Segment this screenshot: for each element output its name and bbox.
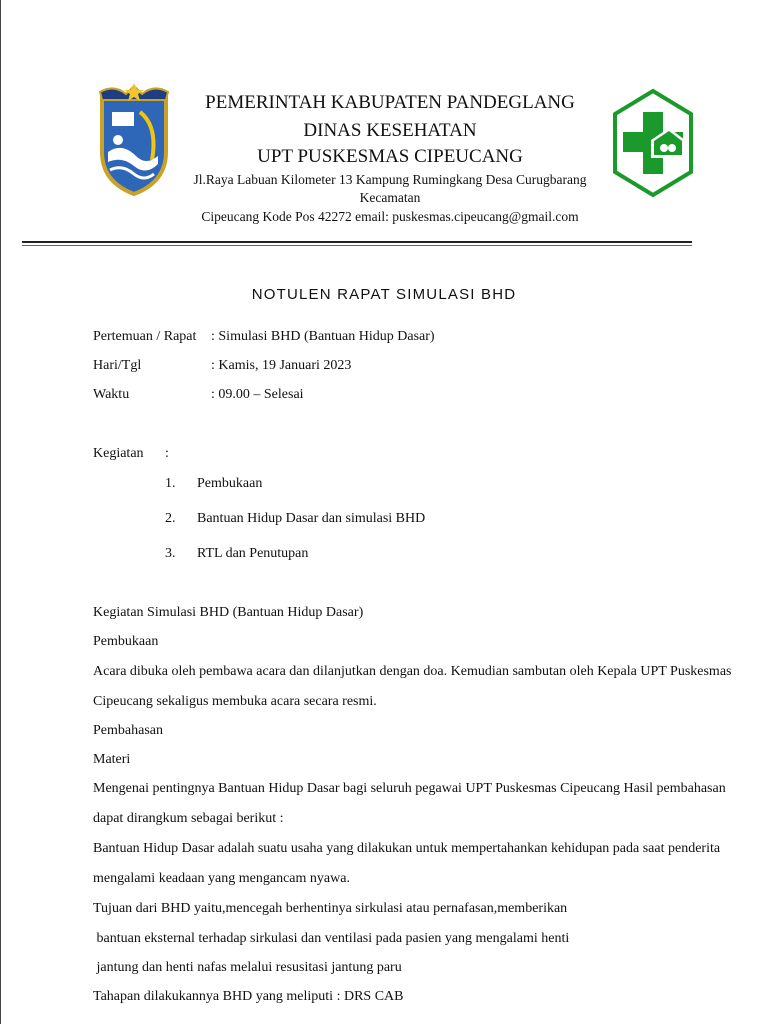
section-heading: Pembukaan — [93, 634, 159, 649]
paragraph-line: bantuan eksternal terhadap sirkulasi dan ventilasi pada pasien yang mengalami henti — [93, 931, 570, 946]
section-heading: Kegiatan Simulasi BHD (Bantuan Hidup Dasar) — [93, 605, 364, 620]
page-edge — [0, 0, 1, 1024]
meta-value: : 09.00 – Selesai — [211, 387, 304, 402]
kegiatan-label: Kegiatan — [93, 446, 144, 461]
paragraph-line: dapat dirangkum sebagai berikut : — [93, 811, 284, 826]
section-heading: Pembahasan — [93, 723, 163, 738]
paragraph-line: mengalami keadaan yang mengancam nyawa. — [93, 871, 350, 886]
puskesmas-logo — [611, 88, 695, 198]
meta-value: : Simulasi BHD (Bantuan Hidup Dasar) — [211, 329, 435, 344]
regency-emblem-logo — [96, 82, 172, 200]
letterhead-address-2: Kecamatan — [359, 190, 421, 205]
paragraph-line: Tahapan dilakukannya BHD yang meliputi : DRS CAB — [93, 989, 404, 1004]
section-heading: Materi — [93, 752, 131, 767]
letterhead-unit: UPT PUSKESMAS CIPEUCANG — [257, 146, 523, 167]
letterhead-government: PEMERINTAH KABUPATEN PANDEGLANG — [205, 92, 575, 113]
letterhead-rule-thin — [22, 245, 692, 246]
letterhead-address-3: Cipeucang Kode Pos 42272 email: puskesmas.cipeucang@gmail.com — [201, 209, 579, 224]
paragraph-line: Cipeucang sekaligus membuka acara secara resmi. — [93, 694, 377, 709]
kegiatan-colon: : — [165, 446, 169, 461]
letterhead-rule — [22, 241, 692, 243]
letterhead-department: DINAS KESEHATAN — [303, 120, 477, 141]
letterhead-address-1: Jl.Raya Labuan Kilometer 13 Kampung Rumingkang Desa Curugbarang — [193, 172, 587, 187]
list-number: 3. — [165, 546, 176, 561]
list-item: Pembukaan — [197, 476, 263, 491]
meta-value: : Kamis, 19 Januari 2023 — [211, 358, 352, 373]
meta-label: Waktu — [93, 387, 130, 402]
meta-label: Hari/Tgl — [93, 358, 142, 373]
paragraph-line: Bantuan Hidup Dasar adalah suatu usaha yang dilakukan untuk mempertahankan kehidupan pada saat penderita — [93, 841, 721, 856]
paragraph-line: Acara dibuka oleh pembawa acara dan dilanjutkan dengan doa. Kemudian sambutan oleh Kepala UPT Puskesmas — [93, 664, 732, 679]
paragraph-line: Mengenai pentingnya Bantuan Hidup Dasar bagi seluruh pegawai UPT Puskesmas Cipeucang Hasil pembahasan — [93, 781, 726, 796]
list-number: 1. — [165, 476, 176, 491]
paragraph-line: jantung dan henti nafas melalui resusitasi jantung paru — [93, 960, 402, 975]
list-number: 2. — [165, 511, 176, 526]
list-item: Bantuan Hidup Dasar dan simulasi BHD — [197, 511, 426, 526]
paragraph-line: Tujuan dari BHD yaitu,mencegah berhentinya sirkulasi atau pernafasan,memberikan — [93, 901, 568, 916]
list-item: RTL dan Penutupan — [197, 546, 309, 561]
meta-label: Pertemuan / Rapat — [93, 329, 197, 344]
document-title: NOTULEN RAPAT SIMULASI BHD — [251, 286, 517, 303]
